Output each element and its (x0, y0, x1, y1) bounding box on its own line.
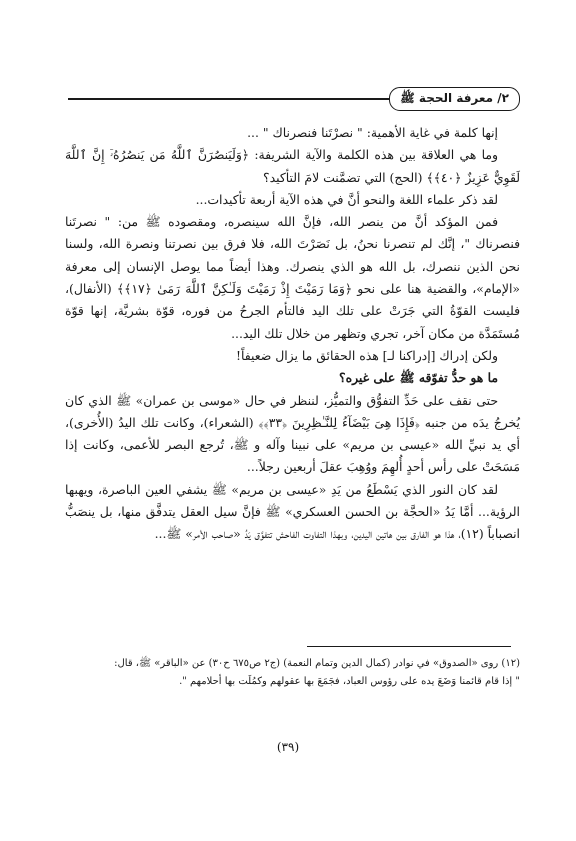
footnote (65, 655, 520, 691)
paragraph: إنها كلمة في غاية الأهمية: " نصرْتَنا فنصرناك " ... (247, 125, 498, 140)
page-number: (٣٩) (276, 740, 300, 754)
footnote-line: (١٢) روى «الصدوق» في نوادر (كمال الدين وتمام النعمة) (ج٢ ص٦٧٥ ح٣٠) عن «الباقر» ﷺ، قال: (114, 658, 520, 669)
paragraph: ولكن إدراك [إدراكنا لـ] هذه الحقائق ما يزال ضعيفاً! (236, 347, 498, 363)
paragraph: فمن المؤكد أنَّ من ينصر الله، فإنَّ الله سينصره، ومقصوده ﷺ من: " نصرتَنا فنصرناك "، إنَّك لم تنصرنا نحنُ، بل نَصَرْتَ الله، فلا فرق بين نصرتنا ونصرة الله، ولسنا نحن الذين ننصرك، بل الله هو الذي ينصرك. وهذا أيضاً مما يوصل الإنسان إلى معرفة «الإمام»، والقضية هنا على نحو ﴿وَمَا رَمَيْتَ إِذْ رَمَيْتَ وَلَـٰكِنَّ ٱللَّهَ رَمَىٰ ﴿١٧﴾﴾ (الأنفال)، فليست القوّةُ التي جَرَتْ على تلك اليد فالتأم الجرحُ من فوره، قوّة بشريَّة، إنها قوّة مُستَمَدَّة من مكان آخر، تجري وتظهر من خلال تلك اليد... (65, 214, 520, 341)
paragraph: لقد ذكر علماء اللغة والنحو أنَّ في هذه الآية أربعة تأكيدات... (195, 191, 498, 207)
footnote-rule (307, 646, 511, 647)
question-heading: ما هو حدُّ تفوّقه ﷺ على غيره؟ (339, 370, 498, 386)
running-title: ٢/ معرفة الحجة ﷺ (389, 87, 520, 111)
main-text (65, 122, 520, 546)
paragraph: حتى نقف على حَدِّ التفوُّق والتميُّز، لننظر في حال «موسى بن عمران» ﷺ الذي كان يُخرجُ يدَه من جنبه ﴿فَإِذَا هِىَ بَيْضَآءُ لِلنَّـٰظِرِينَ ﴿٣٣﴾﴾ (الشعراء)، وكانت تلك اليدُ (الأُخرى)، أي يد نبيِّ الله «عيسى بن مريم» على نبينا وآله و ﷺ، تُرجع البصر للأعمى، وكانت إذا مَسَحَتْ على رأس أحدٍ أُلهِمَ ووُهِبَ عقلَ أربعين رجلاً... (65, 392, 520, 475)
footnote-line: " إذا قام قائمنا وَضَعَ يده على رؤوس العباد، فجَمَعَ بها عقولهم وكمُلَت بها أحلامهم ". (179, 676, 520, 687)
paragraph: وما هي العلاقة بين هذه الكلمة والآية الشريفة: ﴿وَلَيَنصُرَنَّ ٱللَّهُ مَن يَنصُرُهُۥٓ إِنَّ ٱللَّهَ لَقَوِيٌّ عَزِيزٌ ﴿٤٠﴾﴾ (الحج) التي تضمَّنت لامَ التأكيد؟ (65, 147, 520, 185)
paragraph: لقد كان النور الذي يَسْطَعُ من يَدِ «عيسى بن مريم» ﷺ يشفي العين الباصرة، ويهبها الرؤية... أمَّا يَدُ «الحجَّة بن الحسن العسكري» ﷺ فإنَّ سيل العقل يتدفَّق منها، بل ينصَبُّ انصباباً (١٢)، هذا هو الفارق بين هاتين اليدين، وبهذا التفاوت الفاحش تتفوَّق يَدُ «صاحب الأمر» ﷺ... (65, 481, 520, 542)
